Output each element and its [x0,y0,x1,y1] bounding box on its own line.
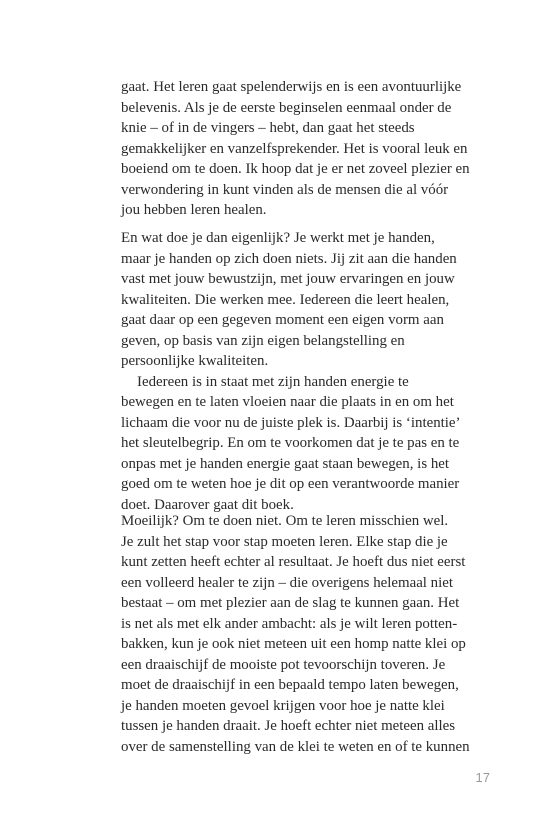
text-line: tussen je handen draait. Je hoeft echter niet meteen alles [121,718,456,734]
text-line: gemakkelijker en vanzelfsprekender. Het is vooral leuk en [121,140,468,157]
text-line: Je zult het stap voor stap moeten leren. Elke stap die je [121,533,448,550]
text-line: belevenis. Als je de eerste beginselen eenmaal onder de [121,99,452,116]
text-line: lichaam die voor nu de juiste plek is. Daarbij is ‘intentie’ [121,414,461,431]
text-line: maar je handen op zich doen niets. Jij zit aan die handen [121,250,457,267]
text-line: het sleutelbegrip. En om te voorkomen dat je te pas en te [121,435,460,451]
text-line: je handen moeten gevoel krijgen voor hoe je natte klei [121,697,445,714]
text-line: een volleerd healer te zijn – die overigens helemaal niet [121,574,453,591]
page-number: 17 [475,770,490,785]
text-line: verwondering in kunt vinden als de mensen die al vóór [121,181,449,198]
text-line: bewegen en te laten vloeien naar die plaats in en om het [121,394,454,410]
text-line: een draaischijf de mooiste pot tevoorschijn toveren. Je [121,656,446,673]
text-line-indented: Iedereen is in staat met zijn handen energie te [137,373,409,390]
text-line: knie – of in de vingers – hebt, dan gaat het steeds [121,120,415,136]
text-line: bestaat – om met plezier aan de slag te kunnen gaan. Het [121,595,460,611]
paragraph-4 [121,511,493,757]
text-line: is net als met elk ander ambacht: als je wilt leren potten- [121,615,458,632]
text-line: jou hebben leren healen. [121,202,267,218]
text-line: bakken, kun je ook niet meteen uit een homp natte klei op [121,636,466,652]
paragraph-group-2 [121,228,493,515]
text-line: kunt zetten heeft echter al resultaat. Je hoeft dus niet eerst [121,554,466,570]
text-line: kwaliteiten. Die werken mee. Iedereen die leert healen, [121,291,450,308]
text-line: En wat doe je dan eigenlijk? Je werkt met je handen, [121,230,435,246]
text-line: gaat daar op een gegeven moment een eigen vorm aan [121,312,444,328]
text-line: vast met jouw bewustzijn, met jouw ervaringen en jouw [121,271,455,287]
paragraph-1 [121,77,493,221]
text-line: boeiend om te doen. Ik hoop dat je er net zoveel plezier en [121,161,470,177]
text-line: goed om te weten hoe je dit op een verantwoorde manier [121,476,460,492]
text-line: gaat. Het leren gaat spelenderwijs en is een avontuurlijke [121,79,462,95]
text-line: onpas met je handen energie gaat staan bewegen, is het [121,455,450,472]
text-line: persoonlijke kwaliteiten. [121,353,269,369]
text-line: geven, op basis van zijn eigen belangstelling en [121,332,405,349]
text-line: over de samenstelling van de klei te weten en of te kunnen [121,738,470,755]
text-line: doet. Daarover gaat dit boek. [121,496,294,513]
text-line: moet de draaischijf in een bepaald tempo laten bewegen, [121,677,459,693]
text-line: Moeilijk? Om te doen niet. Om te leren misschien wel. [121,513,449,529]
